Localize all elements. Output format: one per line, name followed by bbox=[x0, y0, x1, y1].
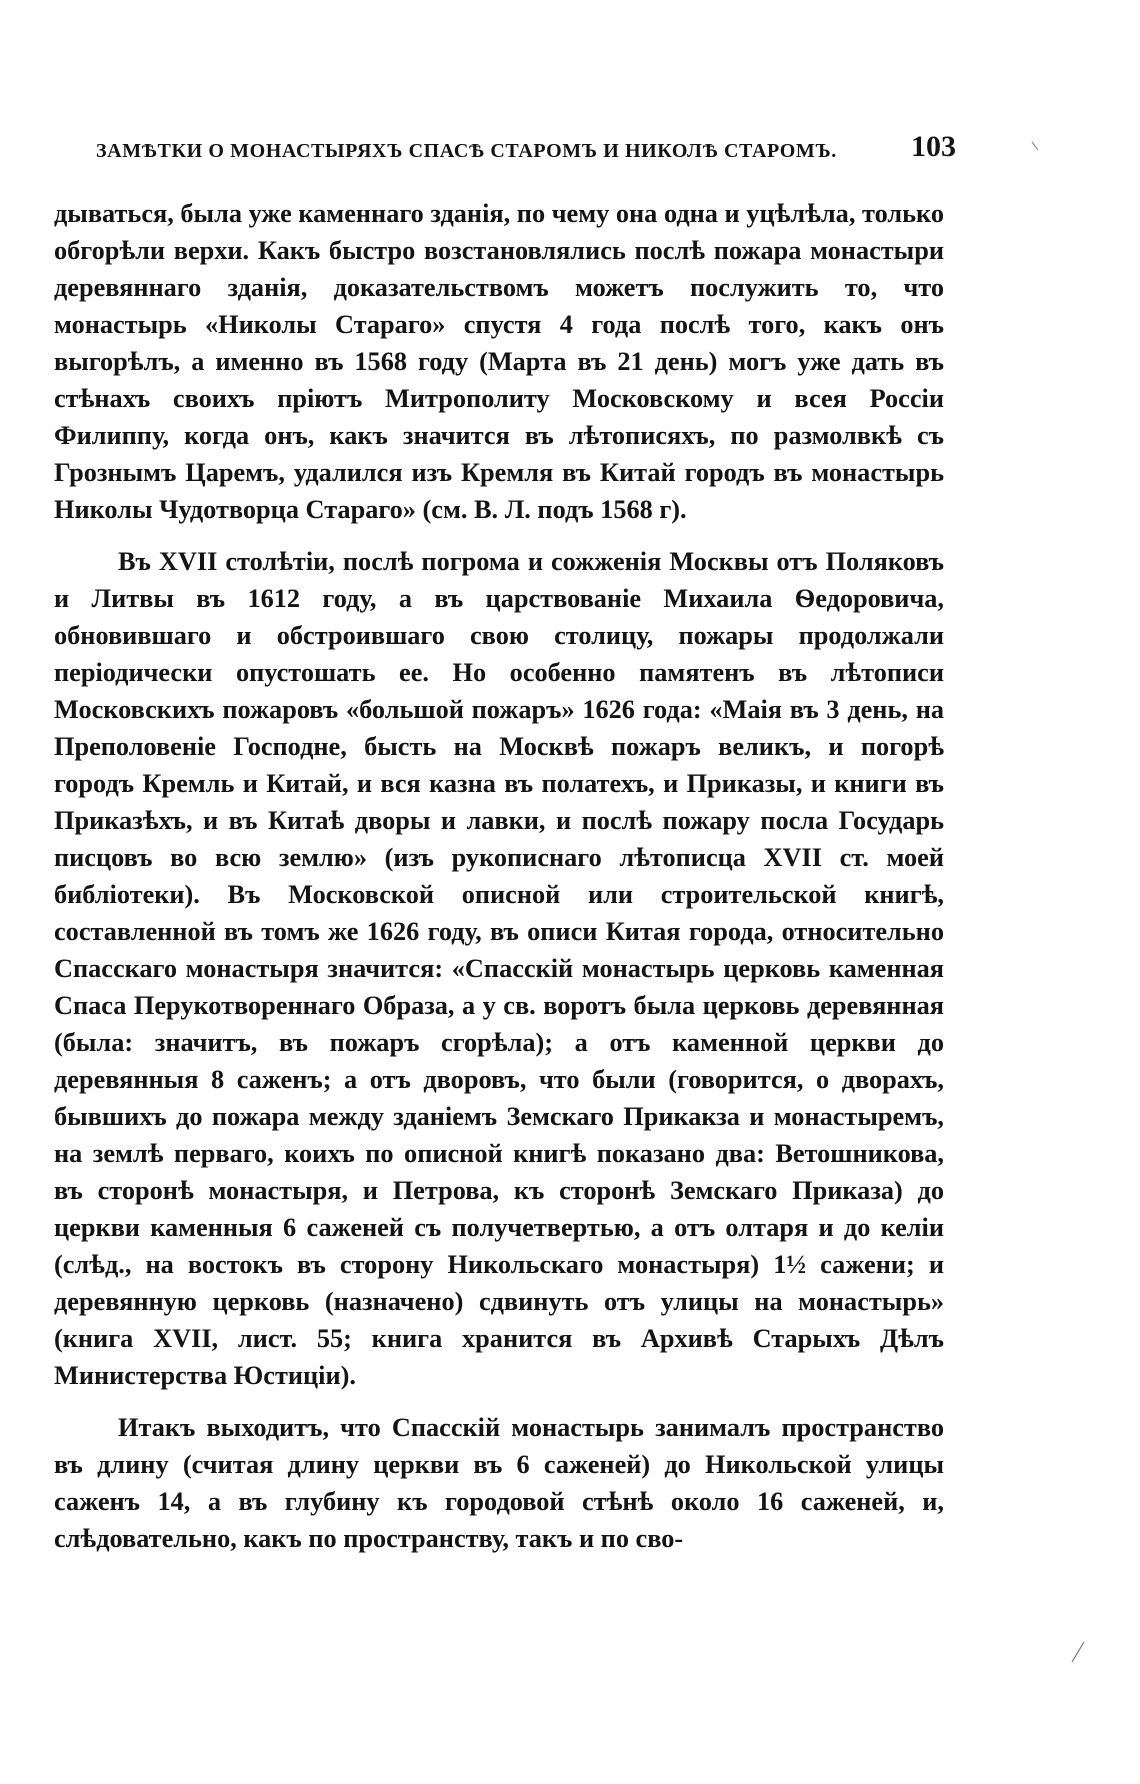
paragraph-3: Итакъ выходитъ, что Спасскій монастырь занималъ пространство въ длину (считая длину церкви въ 6 саженей) до Никольской улицы саженъ 14, а въ глубину къ городовой стѣнѣ около 16 саженей, и, слѣдовательно, какъ по пространству, такъ и по сво- bbox=[54, 1413, 944, 1553]
page-number: 103 bbox=[911, 130, 956, 163]
running-title: ЗАМѢТКИ О МОНАСТЫРЯХЪ СПАСѢ СТАРОМЪ И НИКОЛѢ СТАРОМЪ. bbox=[96, 140, 837, 162]
body-text bbox=[54, 195, 944, 1557]
page-header bbox=[96, 130, 956, 170]
stray-mark-top bbox=[1030, 140, 1042, 154]
stray-mark-bottom bbox=[1068, 1640, 1088, 1664]
paragraph-1: дываться, была уже каменнаго зданія, по чему она одна и уцѣлѣла, только обгорѣли верхи. Какъ быстро возстановлялись послѣ пожара монастыри деревяннаго зданія, доказательствомъ можетъ послужить то, что монастырь «Николы Стараго» спустя 4 года послѣ того, какъ онъ выгорѣлъ, а именно въ 1568 году (Марта въ 21 день) могъ уже дать въ стѣнахъ своихъ пріютъ Митрополиту Московскому и всея Россіи Филиппу, когда онъ, какъ значится въ лѣтописяхъ, по размолвкѣ съ Грознымъ Царемъ, удалился изъ Кремля въ Китай городъ въ монастырь Николы Чудотворца Стараго» (см. В. Л. подъ 1568 г). bbox=[54, 199, 944, 524]
paragraph-2: Въ XVII столѣтіи, послѣ погрома и сожженія Москвы отъ Поляковъ и Литвы въ 1612 году, а въ царствованіе Михаила Ѳедоровича, обновившаго и обстроившаго свою столицу, пожары продолжали періодически опустошать ее. Но особенно памятенъ въ лѣтописи Московскихъ пожаровъ «большой пожаръ» 1626 года: «Маія въ 3 день, на Преполовеніе Господне, бысть на Москвѣ пожаръ великъ, и погорѣ городъ Кремль и Китай, и вся казна въ полатехъ, и Приказы, и книги въ Приказѣхъ, и въ Китаѣ дворы и лавки, и послѣ пожару посла Государь писцовъ во всю землю» (изъ рукописнаго лѣтописца XVII ст. моей библіотеки). Въ Московской описной или строительской книгѣ, составленной въ томъ же 1626 году, въ описи Китая города, относительно Спасскаго монастыря значится: «Спасскій монастырь церковь каменная Спаса Перукотвореннаго Образа, а у св. воротъ была церковь деревянная (была: значитъ, въ пожаръ сгорѣла); а отъ каменной церкви до деревянныя 8 саженъ; а отъ дворовъ, что были (говорится, о дворахъ, бывшихъ до пожара между зданіемъ Земскаго Прикакза и монастыремъ, на землѣ перваго, коихъ по описной книгѣ показано два: Ветошникова, въ сторонѣ монастыря, и Петрова, къ сторонѣ Земскаго Приказа) до церкви каменныя 6 саженей съ получетвертью, а отъ олтаря и до келіи (слѣд., на востокъ въ сторону Никольскаго монастыря) 1½ сажени; и деревянную церковь (назначено) сдвинуть отъ улицы на монастырь» (книга XVII, лист. 55; книга хранится въ Архивѣ Старыхъ Дѣлъ Министерства Юстиціи). bbox=[54, 547, 944, 1390]
